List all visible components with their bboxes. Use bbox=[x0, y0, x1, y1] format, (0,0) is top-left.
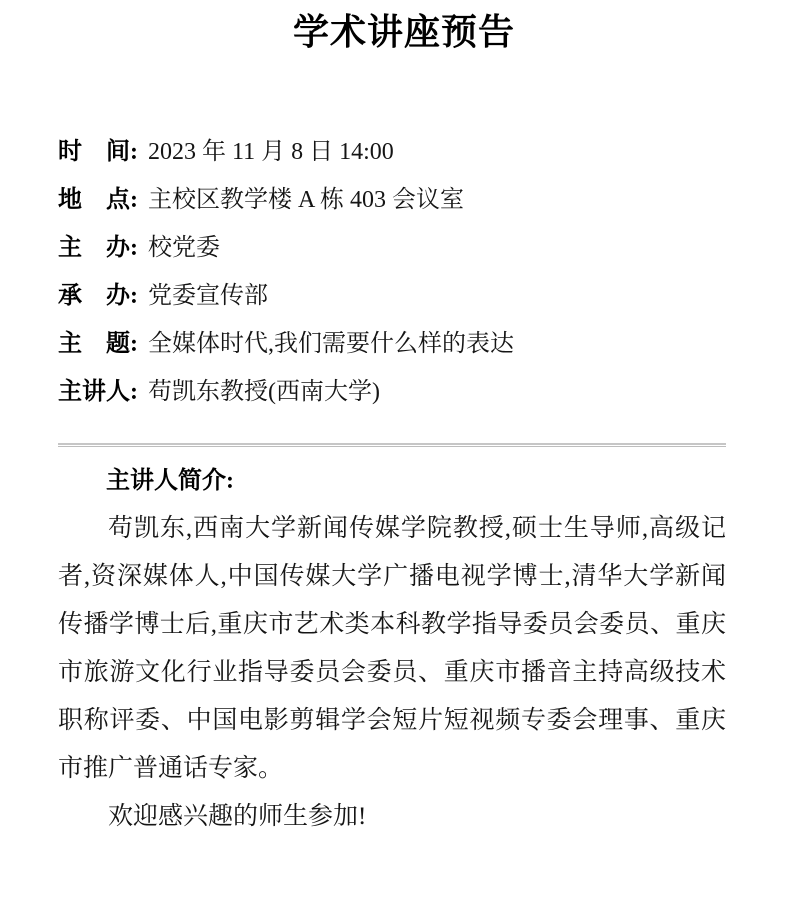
detail-value-location: 主校区教学楼 A 栋 403 会议室 bbox=[148, 187, 465, 213]
detail-label-time: 时 间: bbox=[58, 139, 138, 165]
detail-label-organizer: 主 办: bbox=[58, 235, 138, 261]
detail-row-organizer bbox=[58, 224, 728, 272]
detail-row-topic bbox=[58, 320, 728, 368]
detail-label-speaker: 主讲人: bbox=[58, 379, 138, 405]
speaker-intro-heading: 主讲人简介: bbox=[106, 468, 234, 494]
detail-label-topic: 主 题: bbox=[58, 331, 138, 357]
speaker-intro-section bbox=[58, 457, 728, 841]
detail-value-speaker: 苟凯东教授(西南大学) bbox=[148, 379, 380, 405]
detail-value-topic: 全媒体时代,我们需要什么样的表达 bbox=[148, 331, 514, 357]
closing-line: 欢迎感兴趣的师生参加! bbox=[108, 803, 367, 830]
detail-label-co-organizer: 承 办: bbox=[58, 283, 138, 309]
speaker-intro-paragraph: 苟凯东,西南大学新闻传媒学院教授,硕士生导师,高级记者,资深媒体人,中国传媒大学广播电视学博士,清华大学新闻传播学博士后,重庆市艺术类本科教学指导委员会委员、重庆市旅游文化行业指导委员会委员、重庆市播音主持高级技术职称评委、中国电影剪辑学会短片短视频专委会理事、重庆市推广普通话专家。 bbox=[58, 515, 726, 782]
detail-value-organizer: 校党委 bbox=[148, 235, 220, 261]
detail-row-time bbox=[58, 128, 728, 176]
lecture-details bbox=[58, 128, 728, 416]
horizontal-rule bbox=[58, 443, 726, 447]
detail-label-location: 地 点: bbox=[58, 187, 138, 213]
detail-row-co-organizer bbox=[58, 272, 728, 320]
detail-value-time: 2023 年 11 月 8 日 14:00 bbox=[148, 139, 394, 165]
document-title: 学术讲座预告 bbox=[292, 12, 515, 52]
detail-value-co-organizer: 党委宣传部 bbox=[148, 283, 268, 309]
detail-row-location bbox=[58, 176, 728, 224]
detail-row-speaker bbox=[58, 368, 728, 416]
